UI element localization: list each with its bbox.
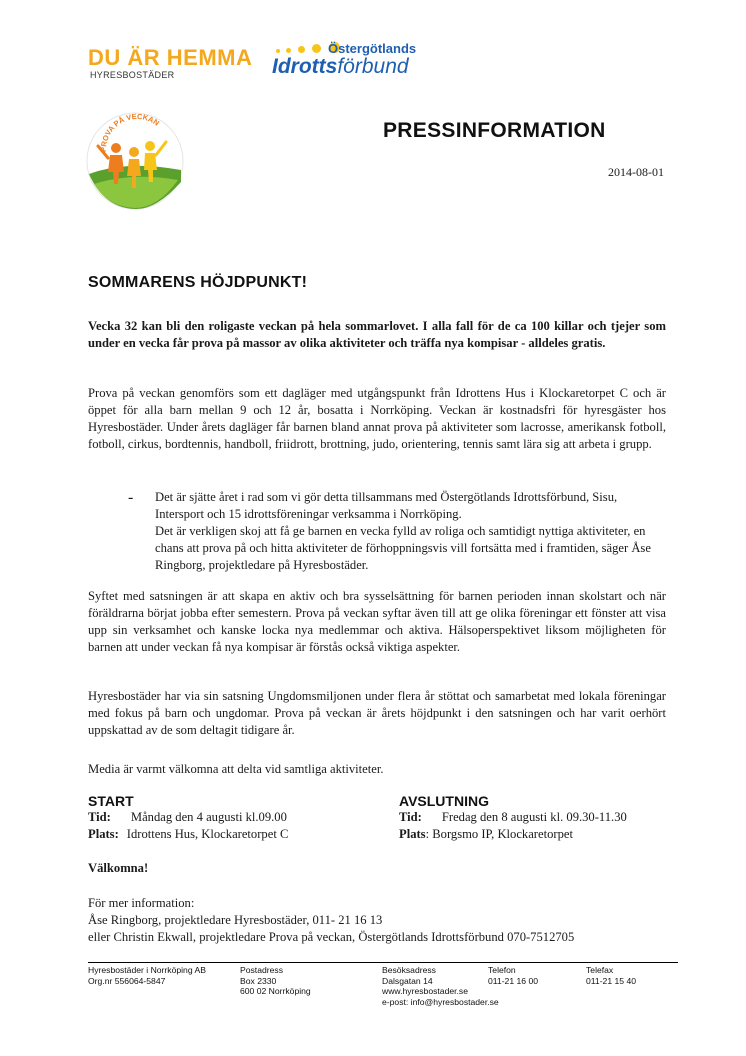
end-section [399,793,627,843]
quote-bullet [128,489,666,574]
end-place: Plats: Borgsmo IP, Klockaretorpet [399,827,573,841]
paragraph-4: Media är varmt välkomna att delta vid samtliga aktiviteter. [88,762,384,776]
welcome-text: Välkomna! [88,861,149,875]
footer-fax: Telefax 011-21 15 40 [586,965,637,986]
end-title: AVSLUTNING [399,793,489,809]
footer-visit: Besöksadress Dalsgatan 14 www.hyresbostader.se e-post: info@hyresbostader.se [382,965,499,1007]
prova-pa-veckan-badge-icon [86,112,184,210]
logo-main-text: DU ÄR HEMMA [88,45,253,70]
bullet-text-2: Det är verkligen skoj att få ge barnen en vecka fylld av roliga och samtidigt nyttiga aktiviteter, en chans att prova på och hitta aktiviteter de förhoppningsvis vill fortsätta med i framtiden, säger Åse Ringborg, projektledare på Hyresbostäder. [155,524,651,572]
start-title: START [88,793,134,809]
footer-phone: Telefon 011-21 16 00 [488,965,539,986]
paragraph-2: Syftet med satsningen är att skapa en aktiv och bra sysselsättning för barnen perioden innan skolstart och när föräldrarna börjat jobba efter semestern. Prova på veckan syftar även till att ge olika föreningar ett fönster att visa upp sin verksamhet och kanske locka nya medlemmar och aktiva. Hälsoperspektivet liksom möjligheten för barnen att under veckan få nya kompisar är förstås också viktiga aspekter. [88,589,666,654]
bullet-text-1: Det är sjätte året i rad som vi gör detta tillsammans med Östergötlands Idrottsförbund, Sisu, Intersport och 15 idrottsföreningar verksamma i Norrköping. [155,490,618,521]
footer-divider [88,962,678,963]
end-time: Tid: Fredag den 8 augusti kl. 09.30-11.30 [399,810,627,824]
oif-name-text: Idrottsförbund [272,55,409,78]
lead-paragraph: Vecka 32 kan bli den roligaste veckan på hela sommarlovet. I alla fall för de ca 100 killar och tjejer som under en vecka får prova på massor av olika aktiviteter och träffa nya kompisar - alldeles gratis. [88,319,666,350]
paragraph-1: Prova på veckan genomförs som ett dagläger med utgångspunkt från Idrottens Hus i Klockaretorpet C och är öppet för alla barn mellan 9 och 12 år, bosatta i Norrköping. Veckan är kostnadsfri för hyresgäster hos Hyresbostäder. Under årets dagläger får barnen bland annat prova på aktiviteter som lacrosse, amerikansk fotboll, fotboll, cirkus, bordtennis, handboll, friidrott, brottning, judo, orientering, tennis samt lära sig att arbeta i grupp. [88,386,666,451]
logo-sub-text: HYRESBOSTÄDER [90,70,175,80]
contact-info [88,895,688,946]
footer-company: Hyresbostäder i Norrköping AB Org.nr 556064-5847 [88,965,206,986]
oif-region-text: Östergötlands [328,41,417,56]
footer-postal: Postadress Box 2330 600 02 Norrköping [240,965,311,996]
paragraph-3: Hyresbostäder har via sin satsning Ungdomsmiljonen under flera år stöttat och samarbetat med lokala föreningar med fokus på barn och ungdomar. Prova på veckan är årets höjdpunkt i den satsningen och har varit oerhört uppskattad av de som deltagit tidigare år. [88,689,666,737]
page-title: PRESSINFORMATION [383,119,606,142]
article-headline: SOMMARENS HÖJDPUNKT! [88,274,308,291]
ostergotlands-idrottsforbund-logo [272,42,416,78]
start-section [88,793,288,843]
contact-line-2: Åse Ringborg, projektledare Hyresbostäder, 011- 21 16 13 [88,913,383,927]
badge-text: PROVA PÅ VECKAN [98,112,161,153]
start-time: Tid: Måndag den 4 augusti kl.09.00 [88,810,287,824]
bullet-dash: - [128,489,134,506]
contact-line-3: eller Christin Ekwall, projektledare Prova på veckan, Östergötlands Idrottsförbund 070-7512705 [88,930,575,944]
start-place: Plats: Idrottens Hus, Klockaretorpet C [88,827,289,841]
contact-line-1: För mer information: [88,896,195,910]
document-date: 2014-08-01 [608,165,664,179]
